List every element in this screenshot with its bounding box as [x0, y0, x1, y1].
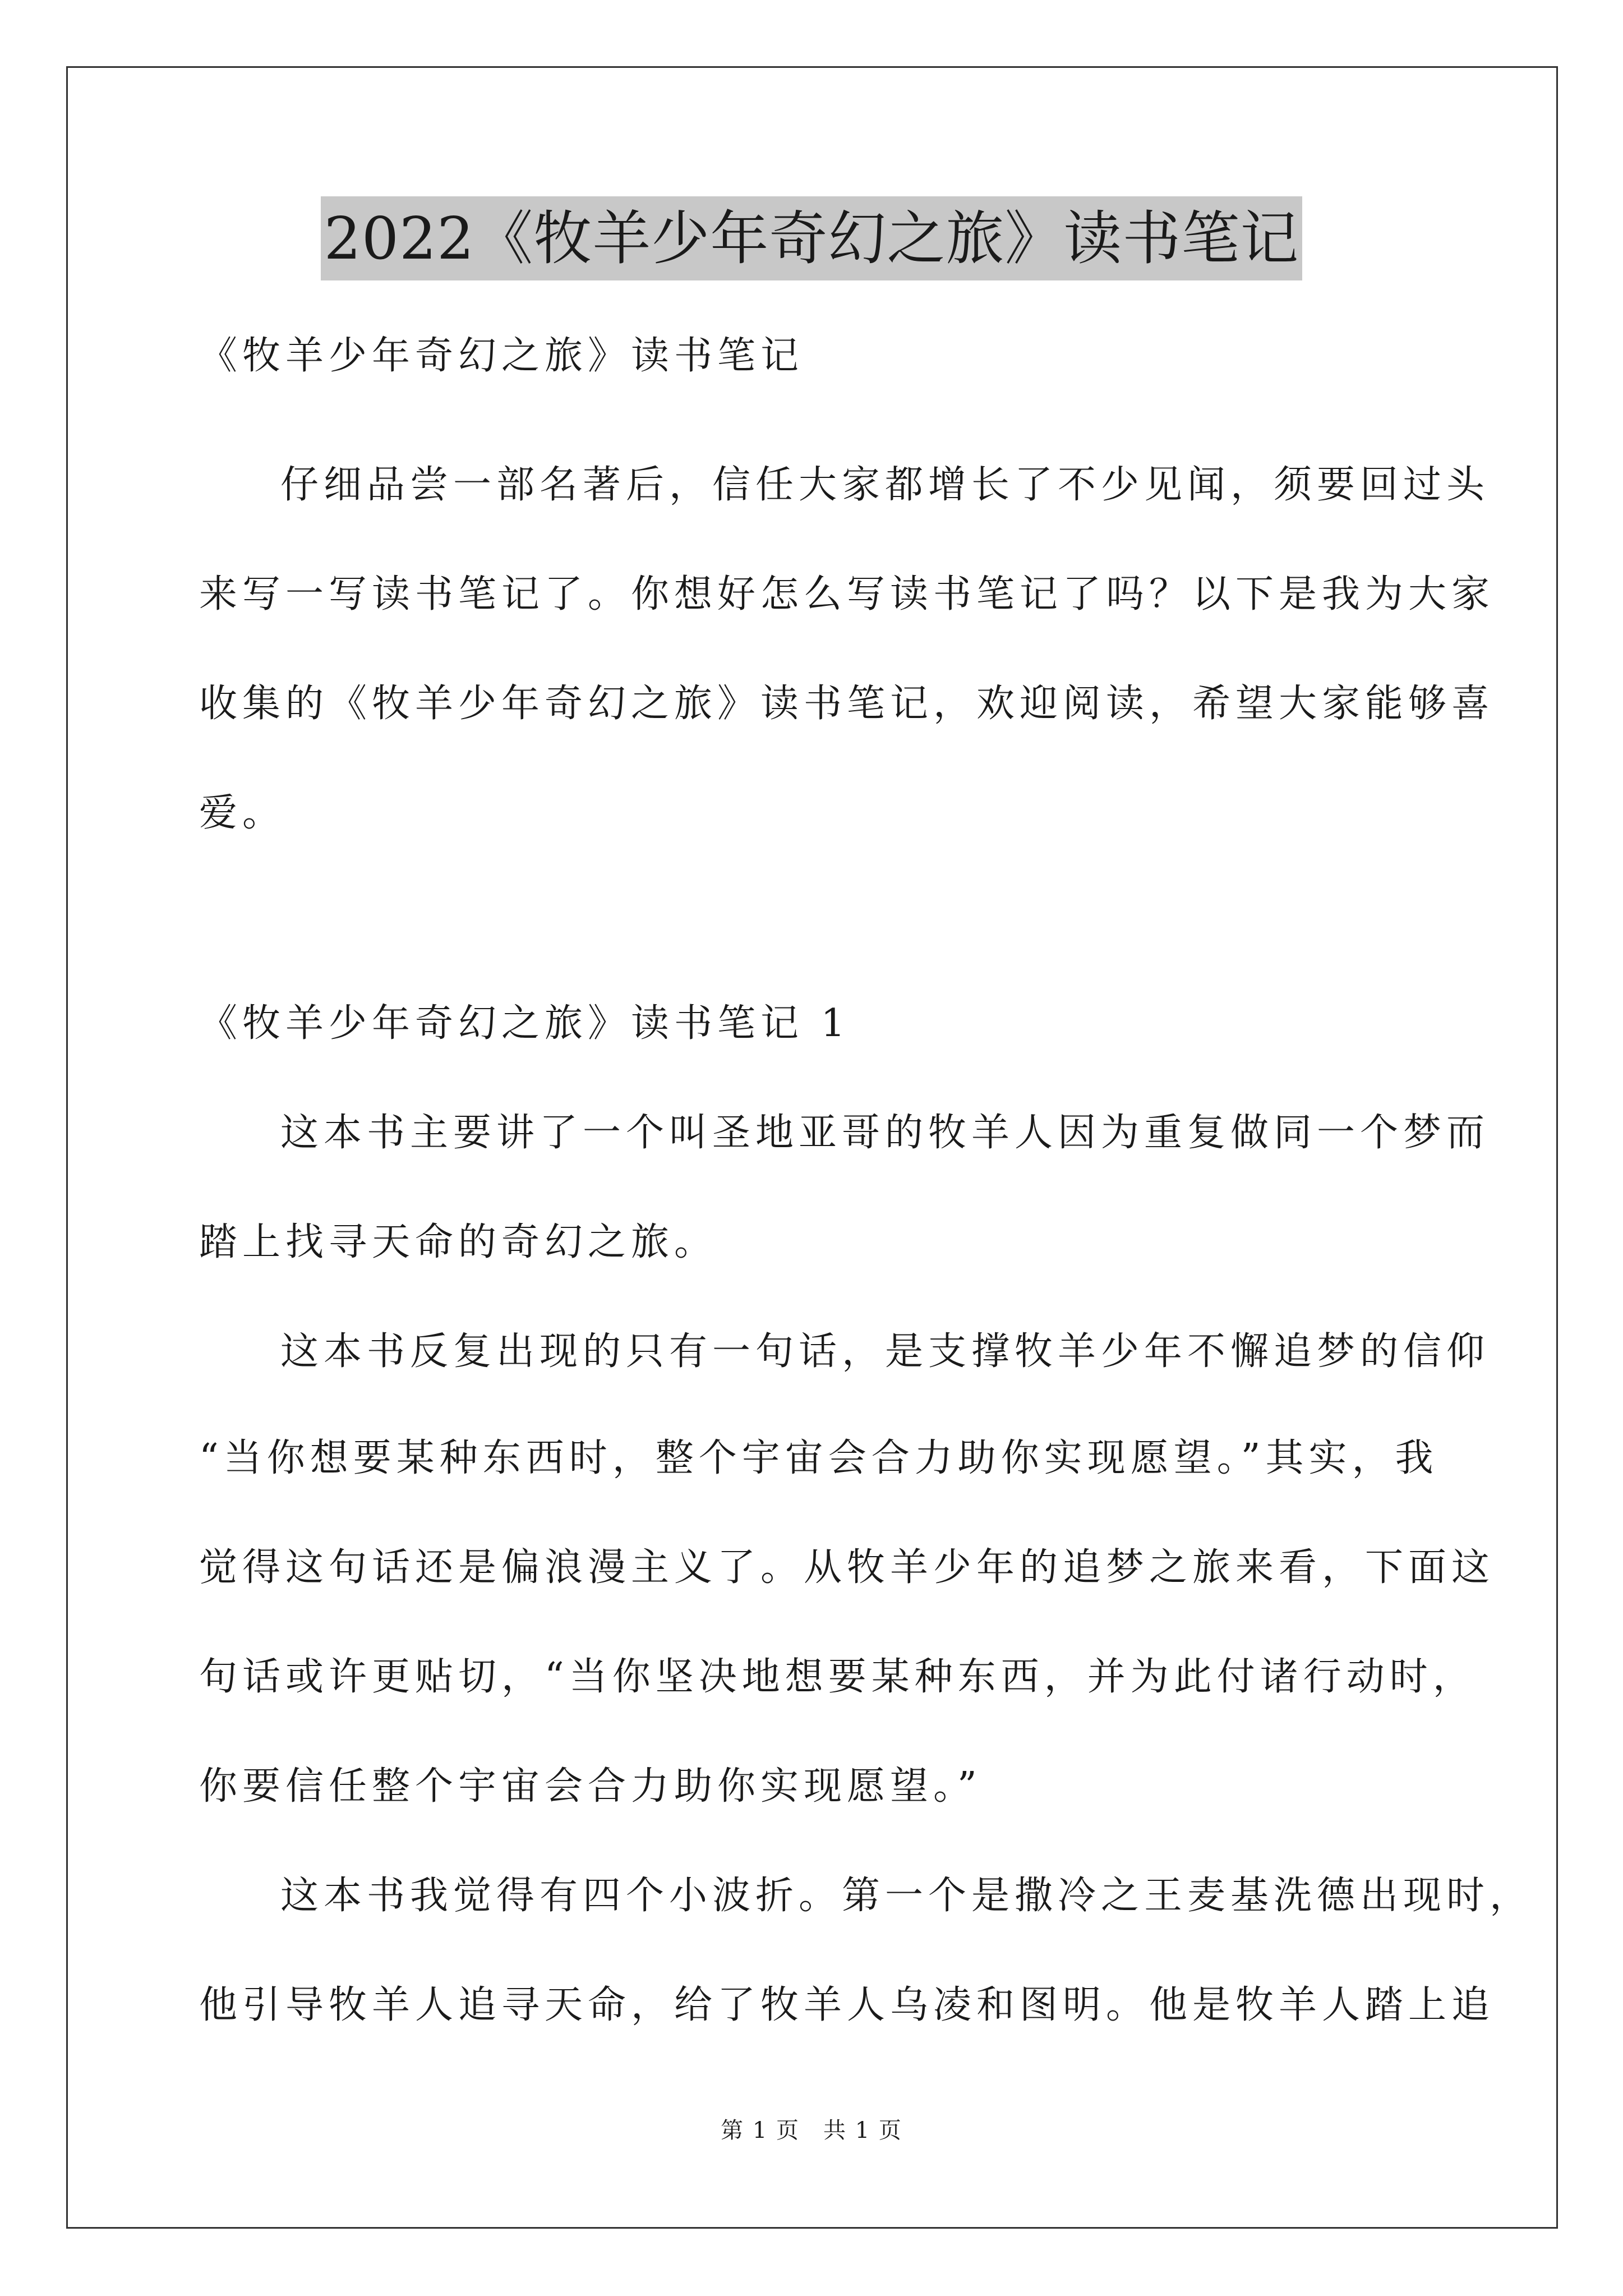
heading-line: 《牧羊少年奇幻之旅》读书笔记 [199, 334, 804, 378]
page-footer: 第 1 页 共 1 页 [721, 2118, 902, 2143]
paragraph-line: 句话或许更贴切，“当你坚决地想要某种东西，并为此付诸行动时， [199, 1655, 1476, 1699]
paragraph-line: 来写一写读书笔记了。你想好怎么写读书笔记了吗？以下是我为大家 [199, 572, 1495, 616]
paragraph-line: 他引导牧羊人追寻天命，给了牧羊人乌凌和图明。他是牧羊人踏上追 [199, 1983, 1495, 2027]
paragraph-line: 这本书主要讲了一个叫圣地亚哥的牧羊人因为重复做同一个梦而 [280, 1111, 1490, 1155]
paragraph-line: 这本书我觉得有四个小波折。第一个是撒冷之王麦基洗德出现时， [280, 1874, 1533, 1918]
paragraph-line: 踏上找寻天命的奇幻之旅。 [199, 1220, 718, 1264]
document-title: 2022《牧羊少年奇幻之旅》读书笔记 [321, 196, 1303, 280]
paragraph-line: 爱。 [199, 791, 286, 835]
paragraph-line: 你要信任整个宇宙会合力助你实现愿望。” [199, 1764, 982, 1809]
paragraph-line: 收集的《牧羊少年奇幻之旅》读书笔记，欢迎阅读，希望大家能够喜 [199, 682, 1495, 726]
paragraph-line: 这本书反复出现的只有一句话，是支撑牧羊少年不懈追梦的信仰 [280, 1329, 1490, 1374]
paragraph-line: “当你想要某种东西时，整个宇宙会合力助你实现愿望。”其实，我 [199, 1436, 1438, 1480]
title-container [0, 196, 1623, 280]
heading-line: 《牧羊少年奇幻之旅》读书笔记 1 [199, 1001, 850, 1046]
paragraph-line: 觉得这句话还是偏浪漫主义了。从牧羊少年的追梦之旅来看，下面这 [199, 1545, 1495, 1590]
paragraph-line: 仔细品尝一部名著后，信任大家都增长了不少见闻，须要回过头 [280, 463, 1490, 507]
